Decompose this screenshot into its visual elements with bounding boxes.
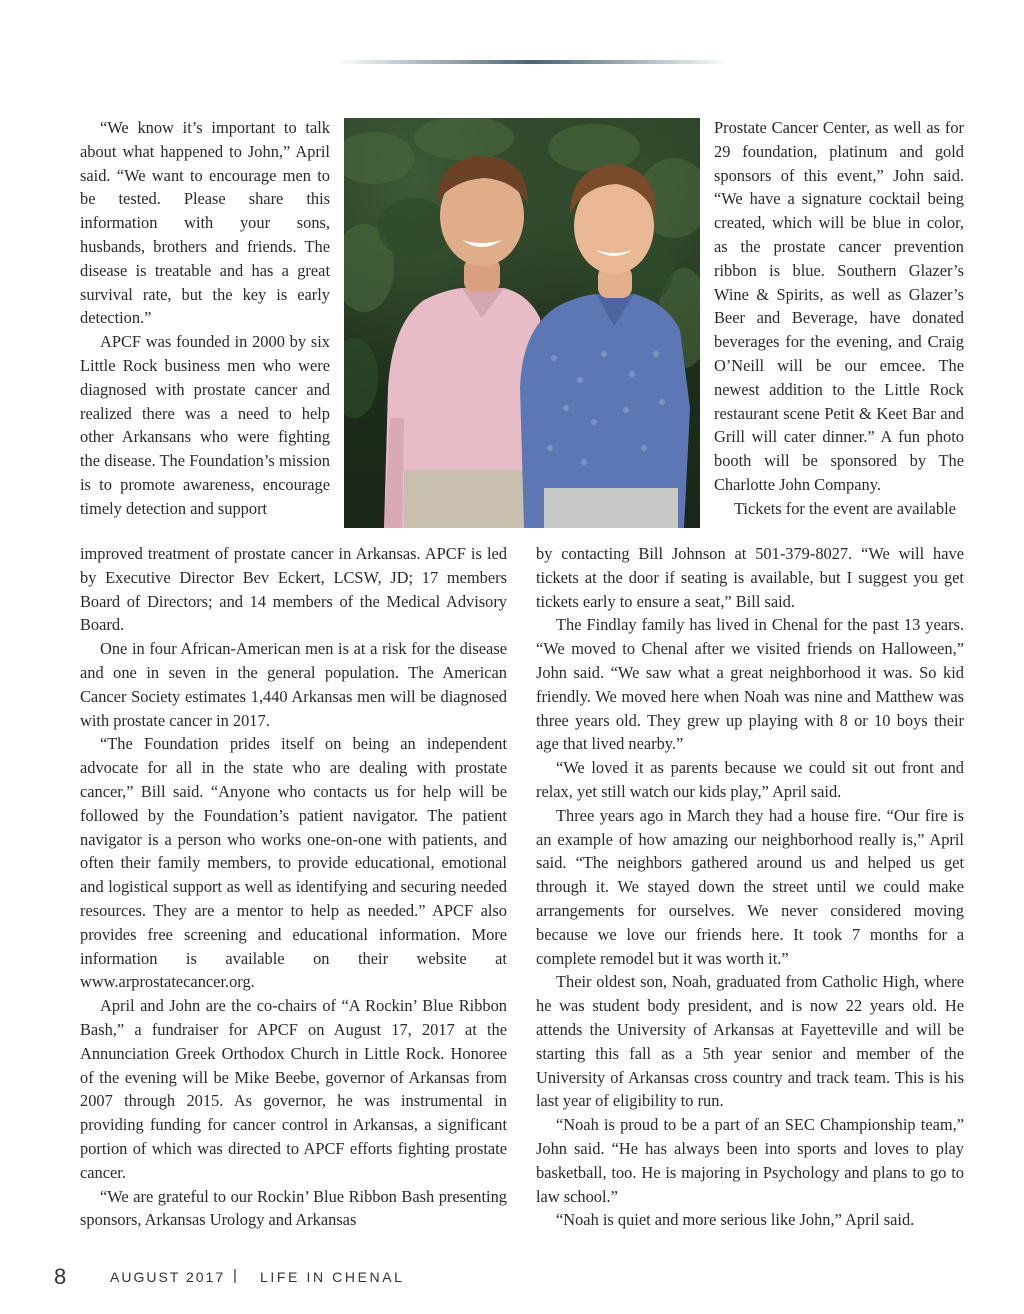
footer-divider: | xyxy=(233,1267,237,1284)
article-paragraph: “Noah is proud to be a part of an SEC Championship team,” John said. “He has always been into sports and loves to play basketball, too. He is majoring in Psychology and plans to go to law school.” xyxy=(536,1115,964,1206)
article-paragraph: APCF was founded in 2000 by six Little Rock business men who were diagnosed with prostate cancer and realized there was a need to help other Arkansans who were fighting the disease. The Foundation’s mission is to promote awareness, encourage timely detection and support xyxy=(80,332,330,518)
article-column-left-bottom xyxy=(80,542,507,1232)
article-paragraph: Tickets for the event are available xyxy=(734,498,956,518)
publication-name: LIFE IN CHENAL xyxy=(260,1269,405,1285)
article-paragraph: “We loved it as parents because we could sit out front and relax, yet still watch our kids play,” April said. xyxy=(536,758,964,801)
article-column-right-bottom xyxy=(536,542,964,1232)
article-paragraph: Three years ago in March they had a house fire. “Our fire is an example of how amazing our neighborhood really is,” April said. “The neighbors gathered around us and helped us get through it. We stayed down the street until we could make arrangements for ourselves. We never considered moving because we love our friends here. It took 7 months for a complete remodel but it was worth it.” xyxy=(536,805,964,968)
photo-two-young-men-icon xyxy=(344,118,700,528)
article-paragraph: One in four African-American men is at a risk for the disease and one in seven in the general population. The American Cancer Society estimates 1,440 Arkansas men will be diagnosed with prostate cancer in 2017. xyxy=(80,639,507,730)
article-paragraph: improved treatment of prostate cancer in Arkansas. APCF is led by Executive Director Bev Eckert, LCSW, JD; 17 members Board of Directors; and 14 members of the Medical Advisory Board. xyxy=(80,544,507,635)
issue-date: AUGUST 2017 xyxy=(110,1269,226,1285)
header-rule xyxy=(335,60,730,64)
article-paragraph: “Noah is quiet and more serious like John,” April said. xyxy=(556,1210,915,1230)
article-paragraph: “We are grateful to our Rockin’ Blue Ribbon Bash presenting sponsors, Arkansas Urology and Arkansas xyxy=(80,1186,507,1230)
article-paragraph: “We know it’s important to talk about what happened to John,” April said. “We want to encourage men to be tested. Please share this information with your sons, husbands, brothers and friends. The disease is treatable and has a great survival rate, but the key is early detection.” xyxy=(80,118,330,328)
article-column-left-top xyxy=(80,116,330,521)
article-paragraph: “The Foundation prides itself on being an independent advocate for all in the state who are dealing with prostate cancer,” Bill said. “Anyone who contacts us for help will be followed by the Foundation’s patient navigator. The patient navigator is a person who works one-on-one with patients, and often their family members, to provide educational, emotional and logistical support as well as identifying and securing needed resources. They are a mentor to help as needed.” APCF also provides free screening and educational information. More information is available on their website at www.arprostatecancer.org. xyxy=(80,734,507,992)
article-paragraph: April and John are the co-chairs of “A Rockin’ Blue Ribbon Bash,” a fundraiser for APCF on August 17, 2017 at the Annunciation Greek Orthodox Church in Little Rock. Honoree of the evening will be Mike Beebe, governor of Arkansas from 2007 through 2015. As governor, he was instrumental in providing funding for cancer control in Arkansas, a significant portion of which was directed to APCF efforts fighting prostate cancer. xyxy=(80,996,507,1182)
article-column-right-top xyxy=(714,116,964,521)
article-paragraph: The Findlay family has lived in Chenal for the past 13 years. “We moved to Chenal after we visited friends on Halloween,” John said. “We saw what a great neighborhood it was. So kid friendly. We moved here when Noah was nine and Matthew was three years old. They grew up playing with 8 or 10 boys their age that lived nearby.” xyxy=(536,615,964,754)
article-paragraph: Their oldest son, Noah, graduated from Catholic High, where he was student body president, and is now 22 years old. He attends the University of Arkansas at Fayetteville and will be starting this fall as a 5th year senior and member of the University of Arkansas cross country and track team. This is his last year of eligibility to run. xyxy=(536,972,964,1111)
article-paragraph: by contacting Bill Johnson at 501-379-8027. “We will have tickets at the door if seating is available, but I suggest you get tickets early to ensure a seat,” Bill said. xyxy=(536,544,964,611)
article-paragraph: Prostate Cancer Center, as well as for 29 foundation, platinum and gold sponsors of this event,” John said. “We have a signature cocktail being created, which will be blue in color, as the prostate cancer prevention ribbon is blue. Southern Glazer’s Wine & Spirits, as well as Glazer’s Beer and Beverage, have donated beverages for the evening, and Craig O’Neill will be our emcee. The newest addition to the Little Rock restaurant scene Petit & Keet Bar and Grill will cater dinner.” A fun photo booth will be sponsored by The Charlotte John Company. xyxy=(714,118,964,494)
article-photo xyxy=(344,118,700,528)
page-number: 8 xyxy=(54,1264,67,1289)
